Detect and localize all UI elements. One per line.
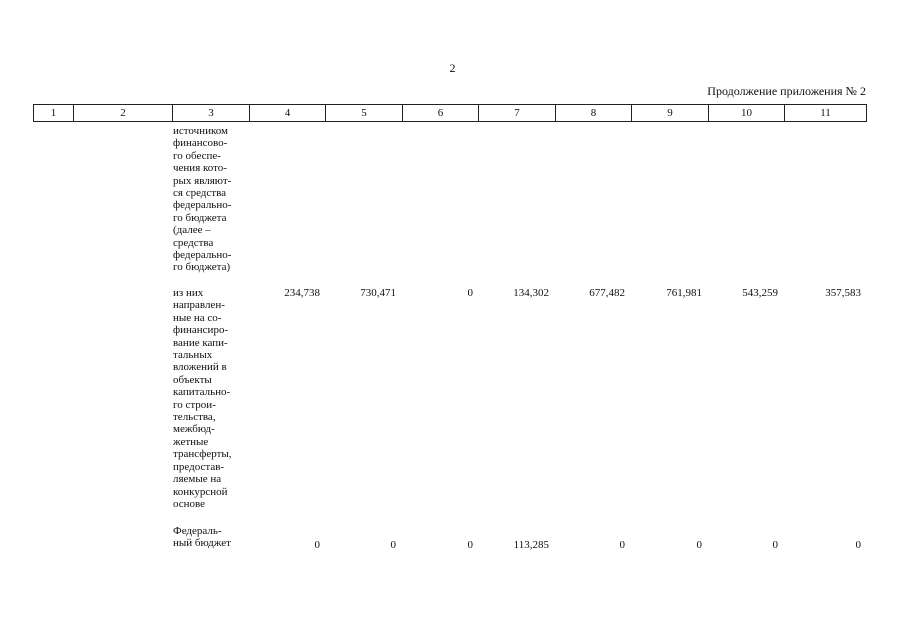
table-cell-value: 357,583 (825, 287, 861, 299)
table-cell-value: 0 (314, 539, 320, 551)
column-header-table (33, 104, 867, 122)
column-header: 8 (556, 105, 632, 122)
column-header: 5 (326, 105, 403, 122)
table-cell-value: 113,285 (513, 539, 549, 551)
table-cell-value: 761,981 (666, 287, 702, 299)
page-number: 2 (449, 61, 456, 75)
table-cell-value: 0 (390, 539, 396, 551)
table-cell-value: 234,738 (284, 287, 320, 299)
column-header: 3 (173, 105, 250, 122)
column-header: 7 (479, 105, 556, 122)
continuation-label: Продолжение приложения № 2 (707, 84, 866, 98)
table-cell-value: 134,302 (513, 287, 549, 299)
table-cell-value: 0 (467, 539, 473, 551)
table-cell-value: 0 (772, 539, 778, 551)
table-cell-value: 0 (855, 539, 861, 551)
column-header: 10 (709, 105, 785, 122)
column-header: 1 (34, 105, 74, 122)
table-cell-value: 543,259 (742, 287, 778, 299)
column-header: 11 (785, 105, 867, 122)
table-cell-value: 677,482 (589, 287, 625, 299)
table-cell-value: 730,471 (360, 287, 396, 299)
table-cell-value: 0 (696, 539, 702, 551)
table-cell-value: 0 (619, 539, 625, 551)
column-header: 9 (632, 105, 709, 122)
row-label-cofinancing: из них направлен- ные на со- финансиро- вание капи- тальных вложений в объекты капитально- го строи- тельства, межбюд- жетные трансферты, предостав- ляемые на конкурсной основе (173, 287, 232, 510)
column-header: 6 (403, 105, 479, 122)
column-header: 4 (250, 105, 326, 122)
row-label-federal-budget: Федераль- ный бюджет (173, 525, 231, 550)
table-cell-value: 0 (467, 287, 473, 299)
row-label-federal-source: источником финансово- го обеспе- чения кото- рых являют- ся средства федерально- го бюджета (далее – средства федерально- го бюджета) (173, 125, 232, 274)
column-header: 2 (74, 105, 173, 122)
